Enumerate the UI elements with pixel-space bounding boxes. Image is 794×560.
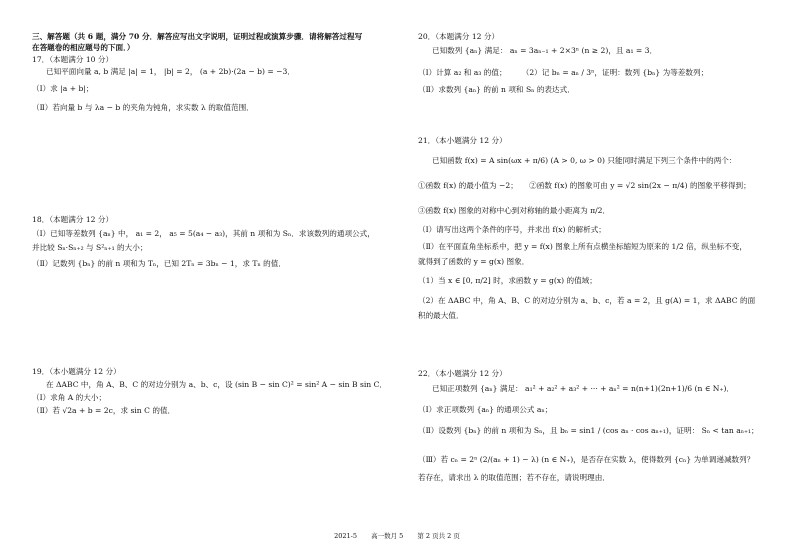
- problem-22-stem: 已知正项数列 {aₙ} 满足： a₁² + a₂² + a₃² + ··· + aₙ² = n(n+1)(2n+1)/6 (n ∈ N₊)．: [432, 384, 735, 393]
- problem-21-stem: 已知函数 f(x) = A sin(ωx + π/6) (A > 0, ω > 0) 只能同时满足下列三个条件中的两个：: [432, 156, 737, 165]
- footer-date: 2021-5: [334, 532, 357, 540]
- problem-19-stem: 在 ΔABC 中，角 A、B、C 的对边分别为 a、b、c，设 (sin B − sin C)² = sin² A − sin B sin C．: [46, 380, 388, 389]
- problem-21-sub2-line1: （2）在 ΔABC 中，角 A、B、C 的对边分别为 a、b、c，若 a = 2，且 g(A) = 1，求 ΔABC 的面: [418, 296, 756, 305]
- problem-21-part2-line1: （Ⅱ）在平面直角坐标系中，把 y = f(x) 图象上所有点横坐标缩短为原来的 1/2 倍，纵坐标不变，: [418, 242, 747, 251]
- problem-18-stem-line1: （Ⅰ）已知等差数列 {aₙ} 中， a₁ = 2， a₅ = 5(a₄ − a₃)，其前 n 项和为 Sₙ．求该数列的通项公式，: [32, 229, 375, 238]
- section-header-line1: 三、解答题（共 6 题，满分 70 分．解答应写出文字说明，证明过程或演算步骤．请将解答过程写: [32, 32, 363, 41]
- problem-17-title: 17．（本题满分 10 分）: [32, 55, 114, 64]
- problem-21-condition-3: ③函数 f(x) 图象的对称中心到对称轴的最小距离为 π/2．: [418, 206, 611, 215]
- problem-19-title: 19．（本小题满分 12 分）: [32, 367, 121, 376]
- problem-21-part1: （Ⅰ）请写出这两个条件的序号，并求出 f(x) 的解析式；: [418, 225, 606, 234]
- problem-21-condition-1-2: ①函数 f(x) 的最小值为 −2； ②函数 f(x) 的图象可由 y = √2 sin(2x − π/4) 的图象平移得到；: [418, 181, 751, 190]
- problem-21-sub2-line2: 积的最大值．: [418, 311, 464, 320]
- problem-22-part3-line2: 若存在，请求出 λ 的取值范围；若不存在，请说明理由．: [418, 473, 610, 482]
- problem-17-stem: 已知平面向量 a, b 满足 |a| = 1， |b| = 2， (a + 2b)·(2a − b) = −3．: [46, 67, 295, 76]
- footer-page-number: 第 2 页共 2 页: [417, 532, 460, 540]
- problem-19-part2: （Ⅱ）若 √2a + b = 2c，求 sin C 的值．: [32, 406, 176, 415]
- problem-21-title: 21．（本小题满分 12 分）: [418, 136, 507, 145]
- problem-20-part2: （Ⅱ）求数列 {aₙ} 的前 n 项和 Sₙ 的表达式．: [418, 85, 575, 94]
- problem-20-title: 20．（本题满分 12 分）: [418, 32, 500, 41]
- footer-subject: 高一数月 5: [371, 532, 404, 540]
- problem-19-part1: （Ⅰ）求角 A 的大小；: [32, 393, 107, 402]
- problem-22-part3: （Ⅲ）若 cₙ = 2ⁿ (2/(aₙ + 1) − λ) (n ∈ N₊)，是否存在实数 λ，使得数列 {cₙ} 为单调递减数列？: [418, 455, 755, 464]
- problem-20-stem: 已知数列 {aₙ} 满足： aₙ = 3aₙ₋₁ + 2×3ⁿ (n ≥ 2)，且 a₁ = 3．: [432, 46, 658, 55]
- problem-21-part2-line2: 就得到了函数的 y = g(x) 图象．: [418, 257, 530, 266]
- problem-22-title: 22．（本小题满分 12 分）: [418, 369, 507, 378]
- section-header-line2: 在答题卷的相应题号的下面．）: [32, 43, 135, 52]
- problem-18-part2: （Ⅱ）记数列 {bₙ} 的前 n 项和为 Tₙ，已知 2Tₙ = 3bₙ − 1，求 Tₙ 的值．: [32, 259, 286, 268]
- problem-17-part1: （Ⅰ）求 |a + b|；: [32, 84, 94, 93]
- problem-22-part1: （Ⅰ）求正项数列 {aₙ} 的通项公式 aₙ；: [418, 405, 553, 414]
- problem-17-part2: （Ⅱ）若向量 b 与 λa − b 的夹角为钝角，求实数 λ 的取值范围．: [32, 103, 254, 112]
- page-footer: [0, 531, 794, 540]
- problem-21-sub1: （1）当 x ∈ [0, π/2] 时，求函数 y = g(x) 的值域；: [418, 276, 597, 285]
- problem-18-title: 18．（本题满分 12 分）: [32, 215, 114, 224]
- problem-20-part1: （Ⅰ）计算 a₂ 和 a₃ 的值； （2）记 bₙ = aₙ / 3ⁿ，证明：数列 {bₙ} 为等差数列；: [418, 68, 709, 77]
- problem-18-stem-line2: 并比较 Sₙ·Sₙ₊₂ 与 S²ₙ₊₁ 的大小；: [32, 243, 148, 252]
- problem-22-part2: （Ⅱ）设数列 {bₙ} 的前 n 项和为 Sₙ，且 bₙ = sin1 / (cos aₙ · cos aₙ₊₁)，证明： Sₙ < tan aₙ₊₁；: [418, 426, 759, 435]
